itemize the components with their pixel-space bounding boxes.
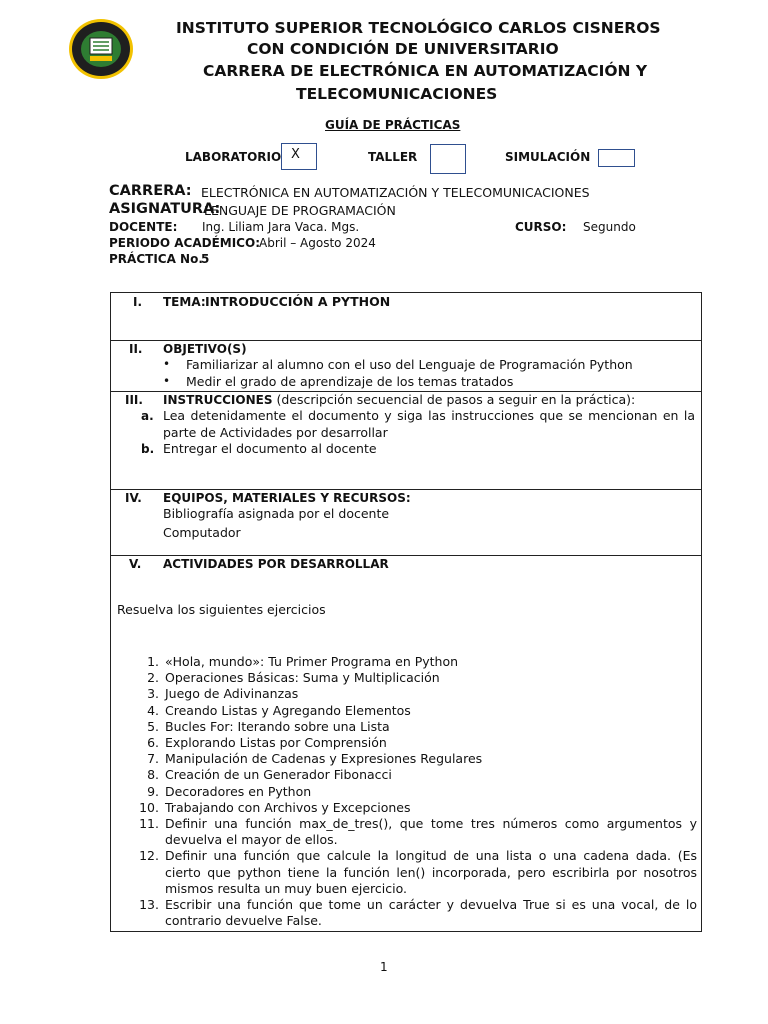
instruction-mark: a. (141, 409, 154, 423)
list-item: 11. Definir una función max_de_tres(), que tome tres números como argumentos y devuelva el mayor de ellos. (139, 816, 697, 848)
carrera-label: CARRERA: (109, 183, 192, 199)
practica-value: 5 (201, 252, 210, 266)
instruction-item: Entregar el documento al docente (163, 441, 377, 456)
instrucciones-heading (163, 392, 698, 409)
objetivo-item: Medir el grado de aprendizaje de los temas tratados (186, 374, 514, 389)
list-item: 2. Operaciones Básicas: Suma y Multiplicación (147, 670, 440, 686)
laboratorio-checkbox[interactable] (281, 143, 317, 170)
page-number: 1 (380, 960, 388, 974)
actividades-intro: Resuelva los siguientes ejercicios (117, 602, 326, 617)
laboratorio-label: LABORATORIO (185, 150, 282, 164)
institute-logo (68, 18, 134, 80)
instrucciones-label: INSTRUCCIONES (163, 393, 273, 407)
objetivo-item: Familiarizar al alumno con el uso del Lenguaje de Programación Python (186, 357, 633, 372)
list-item: 4. Creando Listas y Agregando Elementos (147, 702, 411, 718)
actividades-row (111, 556, 701, 931)
list-item: 9. Decoradores en Python (147, 783, 312, 799)
equipos-number: IV. (125, 491, 142, 505)
objetivos-row (111, 341, 701, 392)
practica-label: PRÁCTICA No. (109, 252, 203, 266)
instruction-mark: b. (141, 442, 155, 456)
docente-value: Ing. Liliam Jara Vaca. Mgs. (202, 220, 360, 234)
periodo-label: PERIODO ACADÉMICO: (109, 236, 260, 250)
tema-row (111, 293, 701, 341)
guide-title: GUÍA DE PRÁCTICAS (325, 118, 461, 132)
practice-table (110, 292, 702, 932)
list-item: 13. Escribir una función que tome un carácter y devuelva True si es una vocal, de lo contrario devuelve False. (139, 897, 697, 929)
institute-name: INSTITUTO SUPERIOR TECNOLÓGICO CARLOS CISNEROS (176, 19, 661, 37)
simulacion-checkbox[interactable] (598, 149, 635, 167)
list-item: 3. Juego de Adivinanzas (147, 686, 299, 702)
curso-label: CURSO: (515, 220, 567, 234)
instruction-item: Lea detenidamente el documento y siga las instrucciones que se mencionan en la parte de Actividades por desarrollar (163, 408, 695, 440)
list-item: 6. Explorando Listas por Comprensión (147, 735, 387, 751)
list-item: 7. Manipulación de Cadenas y Expresiones Regulares (147, 751, 483, 767)
list-item: 5. Bucles For: Iterando sobre una Lista (147, 718, 390, 734)
curso-value: Segundo (583, 220, 636, 234)
taller-label: TALLER (368, 150, 418, 164)
career-title-cont: TELECOMUNICACIONES (296, 85, 498, 103)
actividades-label: ACTIVIDADES POR DESARROLLAR (163, 557, 389, 571)
equipos-label: EQUIPOS, MATERIALES Y RECURSOS: (163, 491, 411, 505)
laboratorio-mark: X (291, 147, 300, 162)
equipo-item: Bibliografía asignada por el docente (163, 506, 390, 521)
periodo-value: Abril – Agosto 2024 (259, 236, 376, 250)
objetivos-number: II. (129, 342, 143, 356)
list-item: 10. Trabajando con Archivos y Excepciones (139, 799, 411, 815)
objetivos-label: OBJETIVO(S) (163, 342, 247, 356)
docente-label: DOCENTE: (109, 220, 178, 234)
university-status: CON CONDICIÓN DE UNIVERSITARIO (247, 40, 559, 58)
bullet-icon: • (163, 374, 171, 388)
tema-value: INTRODUCCIÓN A PYTHON (205, 294, 391, 309)
tema-number: I. (133, 295, 143, 309)
career-title: CARRERA DE ELECTRÓNICA EN AUTOMATIZACIÓN Y (203, 62, 648, 80)
list-item: 1. «Hola, mundo»: Tu Primer Programa en Python (147, 654, 459, 669)
bullet-icon: • (163, 357, 171, 371)
instrucciones-number: III. (125, 393, 143, 407)
equipos-row (111, 490, 701, 556)
taller-checkbox[interactable] (430, 144, 466, 174)
asignatura-label: ASIGNATURA: (109, 201, 221, 217)
asignatura-value: LENGUAJE DE PROGRAMACIÓN (204, 203, 396, 218)
list-item: 8. Creación de un Generador Fibonacci (147, 767, 392, 783)
actividades-number: V. (129, 557, 142, 571)
tema-label: TEMA: (163, 295, 206, 309)
activities-list (113, 654, 697, 929)
list-item: 12. Definir una función que calcule la longitud de una lista o una cadena dada. (Es cierto que python tiene la función len() incorporada, pero escribirla por nosotros mismos resulta un muy buen ejercicio. (139, 848, 697, 896)
instrucciones-note: (descripción secuencial de pasos a seguir en la práctica): (276, 392, 636, 407)
simulacion-label: SIMULACIÓN (505, 150, 591, 164)
instrucciones-row (111, 392, 701, 490)
carrera-value: ELECTRÓNICA EN AUTOMATIZACIÓN Y TELECOMUNICACIONES (201, 185, 590, 200)
equipo-item: Computador (163, 525, 241, 540)
